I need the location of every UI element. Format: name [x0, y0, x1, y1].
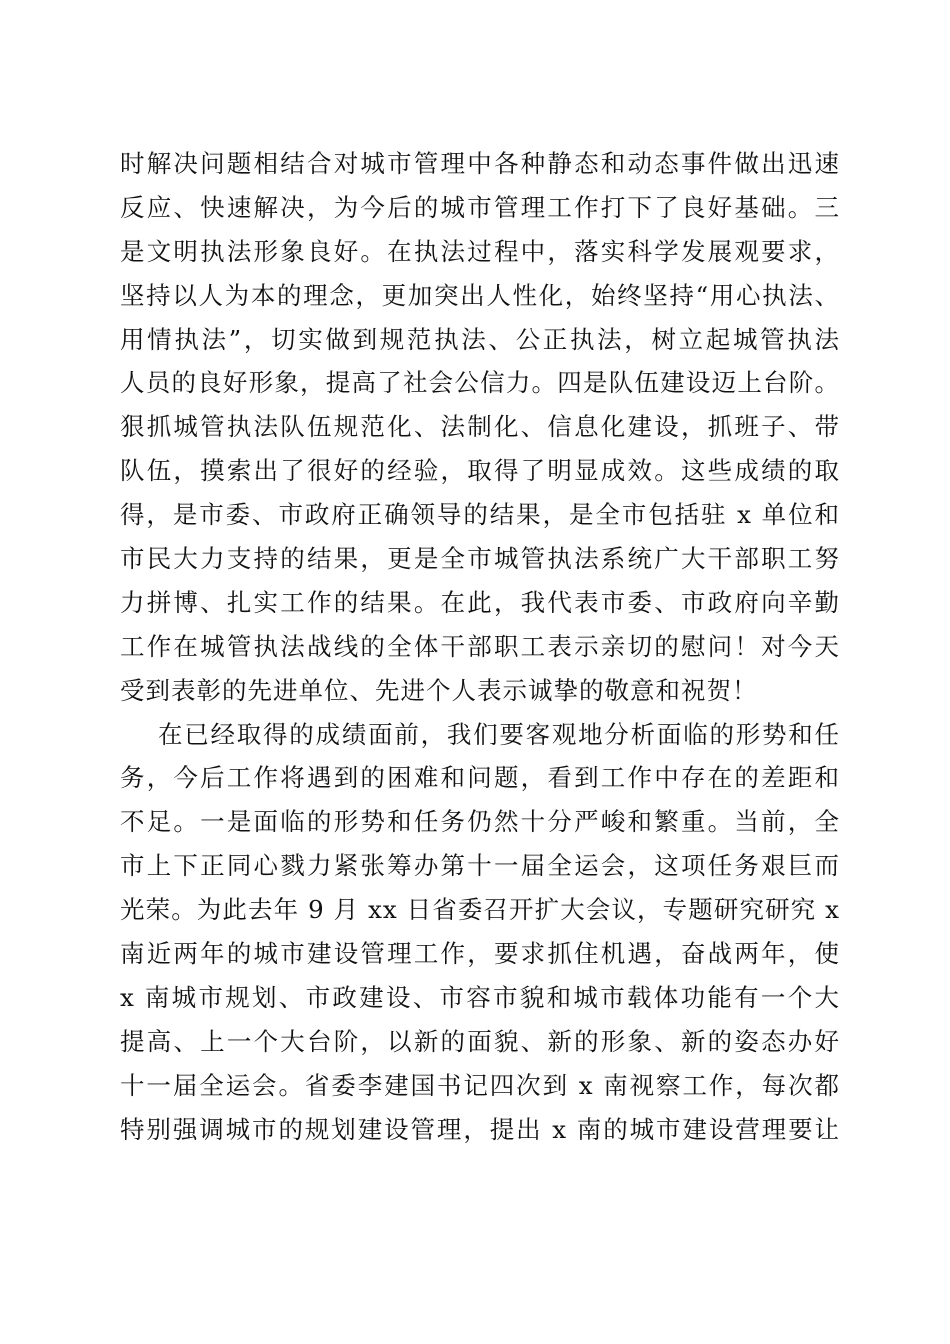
- text-line: 狠抓城管执法队伍规范化、法制化、信息化建设，抓班子、带: [120, 412, 840, 442]
- text-line: 不足。一是面临的形势和任务仍然十分严峻和繁重。当前，全: [120, 807, 840, 837]
- text-line: 市民大力支持的结果，更是全市城管执法系统广大干部职工努: [120, 544, 840, 574]
- text-line: 队伍，摸索出了很好的经验，取得了明显成效。这些成绩的取: [120, 456, 840, 486]
- text-line: 反应、快速解决，为今后的城市管理工作打下了良好基础。三: [120, 192, 840, 222]
- text-line: 务，今后工作将遇到的困难和问题，看到工作中存在的差距和: [120, 763, 840, 793]
- text-line: 力拼博、扎实工作的结果。在此，我代表市委、市政府向辛勤: [120, 587, 840, 617]
- text-line: 用情执法”，切实做到规范执法、公正执法，树立起城管执法: [120, 324, 840, 354]
- paragraph-2: [120, 713, 840, 1152]
- text-line: x 南城市规划、市政建设、市容市貌和城市载体功能有一个大: [120, 982, 840, 1012]
- text-line: 市上下正同心戮力紧张筹办第十一届全运会，这项任务艰巨而: [120, 851, 840, 881]
- text-line: 特别强调城市的规划建设管理，提出 x 南的城市建设营理要让: [120, 1114, 840, 1144]
- text-line: 在已经取得的成绩面前，我们要客观地分析面临的形势和任: [158, 719, 840, 749]
- text-line: 十一届全运会。省委李建国书记四次到 x 南视察工作，每次都: [120, 1070, 840, 1100]
- text-line: 工作在城管执法战线的全体干部职工表示亲切的慰问！对今天: [120, 631, 840, 661]
- text-line: 受到表彰的先进单位、先进个人表示诚挚的敬意和祝贺！: [120, 675, 758, 705]
- text-line: 坚持以人为本的理念，更加突出人性化，始终坚持“用心执法、: [120, 280, 840, 310]
- paragraph-1: [120, 142, 840, 713]
- text-line: 提高、上一个大台阶，以新的面貌、新的形象、新的姿态办好: [120, 1026, 840, 1056]
- text-line: 南近两年的城市建设管理工作，要求抓住机遇，奋战两年，使: [120, 939, 840, 969]
- text-line: 是文明执法形象良好。在执法过程中，落实科学发展观要求，: [120, 236, 840, 266]
- document-body: [120, 142, 840, 1151]
- text-line: 时解决问题相结合对城市管理中各种静态和动态事件做出迅速: [120, 149, 840, 178]
- text-line: 人员的良好形象，提高了社会公信力。四是队伍建设迈上台阶。: [120, 368, 840, 398]
- text-line: 得，是市委、市政府正确领导的结果，是全市包括驻 x 单位和: [120, 500, 840, 530]
- text-line: 光荣。为此去年 9 月 xx 日省委召开扩大会议，专题研究研究 x: [120, 895, 840, 925]
